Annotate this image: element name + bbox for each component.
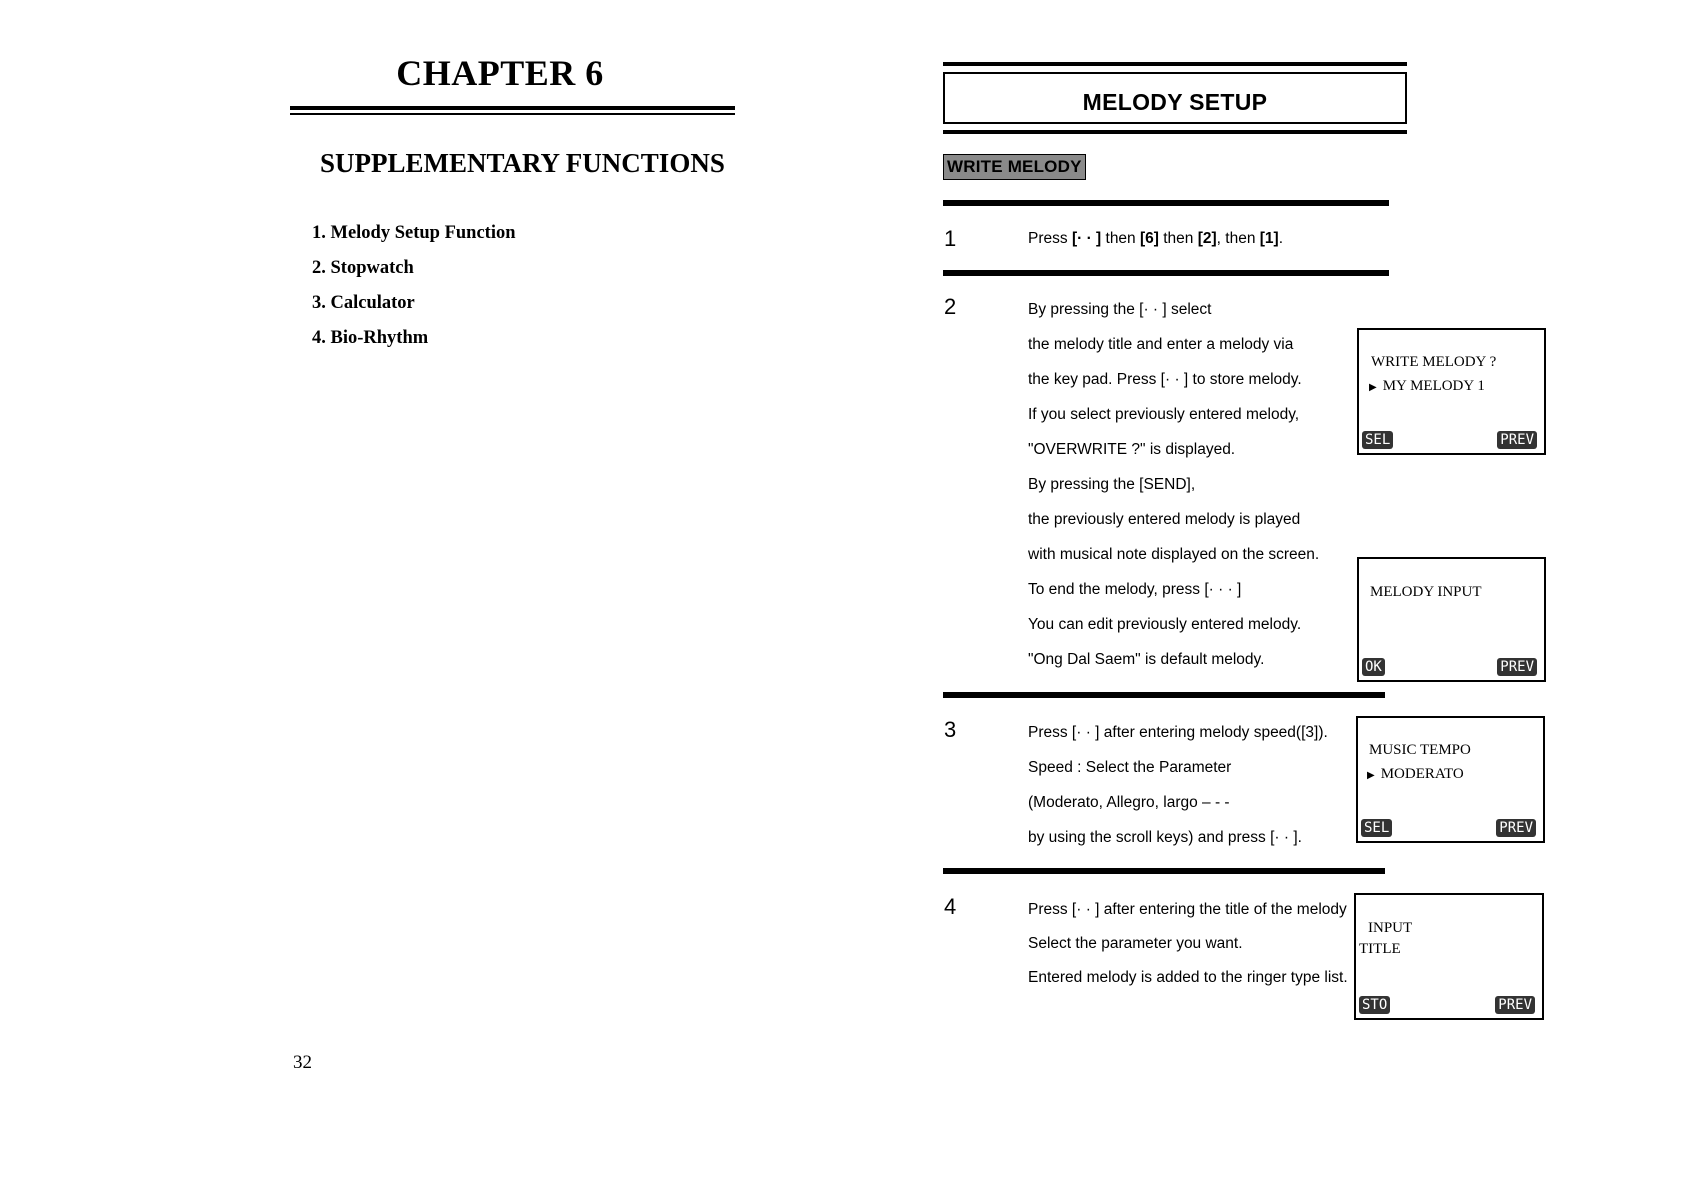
step-line: If you select previously entered melody, <box>1028 406 1300 423</box>
chapter-subtitle: SUPPLEMENTARY FUNCTIONS <box>320 148 725 178</box>
softkey-ok: OK <box>1362 658 1385 676</box>
softkey-prev: PREV <box>1497 431 1537 449</box>
softkey-sel: SEL <box>1362 431 1393 449</box>
chapter-divider <box>290 106 735 115</box>
step-line: the key pad. Press [· · ] to store melody. <box>1028 371 1302 388</box>
write-melody-tag: WRITE MELODY <box>943 154 1086 180</box>
key-label: [2] <box>1197 230 1217 247</box>
step-divider <box>943 200 1389 206</box>
phone-screen-melody-input <box>1357 557 1546 682</box>
step-line: "Ong Dal Saem" is default melody. <box>1028 651 1265 668</box>
toc-item: 3. Calculator <box>312 293 415 313</box>
step-instructions <box>1028 301 1319 686</box>
section-header-frame <box>943 72 1407 124</box>
screen-line <box>1367 766 1464 783</box>
screen-line <box>1369 378 1485 395</box>
screen-line-text: MODERATO <box>1380 766 1464 782</box>
step-instructions <box>1028 724 1328 864</box>
step-divider <box>943 692 1385 698</box>
step-line: Entered melody is added to the ringer type list. <box>1028 969 1348 986</box>
step-instructions <box>1028 901 1348 1003</box>
screen-line-text: MY MELODY 1 <box>1382 378 1485 394</box>
page-number: 32 <box>293 1052 312 1073</box>
chapter-title: CHAPTER 6 <box>396 53 604 93</box>
step-text: then <box>1158 230 1198 247</box>
step-line: By pressing the [· · ] select <box>1028 301 1212 318</box>
section-title: MELODY SETUP <box>1082 89 1268 115</box>
softkey-prev: PREV <box>1495 996 1535 1014</box>
step-line: by using the scroll keys) and press [· · ]. <box>1028 829 1302 846</box>
step-text: . <box>1278 230 1284 247</box>
softkey-sel: SEL <box>1361 819 1392 837</box>
step-line: the melody title and enter a melody via <box>1028 336 1294 353</box>
key-label: [1] <box>1259 230 1279 247</box>
step-number: 3 <box>944 717 957 742</box>
step-line: Press [· · ] after entering the title of the melody <box>1028 901 1347 918</box>
step-number: 2 <box>944 294 957 319</box>
phone-screen-write-melody <box>1357 328 1546 455</box>
step-line: "OVERWRITE ?" is displayed. <box>1028 441 1236 458</box>
softkey-sto: STO <box>1359 996 1390 1014</box>
step-text: then <box>1101 230 1140 247</box>
table-of-contents <box>312 220 516 360</box>
step-line: You can edit previously entered melody. <box>1028 616 1302 633</box>
step-line: To end the melody, press [· · · ] <box>1028 581 1242 598</box>
step-text: , then <box>1216 230 1260 247</box>
step-divider <box>943 868 1385 874</box>
step-text: Press <box>1028 230 1072 247</box>
screen-line: MUSIC TEMPO <box>1369 742 1471 758</box>
step-line <box>1028 230 1283 260</box>
section-header-box <box>943 62 1407 134</box>
step-line: the previously entered melody is played <box>1028 511 1301 528</box>
softkey-prev: PREV <box>1497 658 1537 676</box>
step-line: Speed : Select the Parameter <box>1028 759 1232 776</box>
step-instructions <box>1028 230 1283 260</box>
toc-item: 4. Bio-Rhythm <box>312 328 429 348</box>
step-line: By pressing the [SEND], <box>1028 476 1196 493</box>
screen-line: WRITE MELODY ? <box>1371 354 1497 370</box>
step-divider <box>943 270 1389 276</box>
key-label: [6] <box>1139 230 1159 247</box>
step-line: with musical note displayed on the screen. <box>1028 546 1320 563</box>
step-line: Select the parameter you want. <box>1028 935 1243 952</box>
phone-screen-music-tempo <box>1356 716 1545 843</box>
key-label: [· · ] <box>1071 230 1102 247</box>
phone-screen-input-title <box>1354 893 1544 1020</box>
step-number: 1 <box>944 226 957 251</box>
screen-line: TITLE <box>1359 941 1401 957</box>
step-line: (Moderato, Allegro, largo – - - <box>1028 794 1230 811</box>
step-line: Press [· · ] after entering melody speed([3]). <box>1028 724 1328 741</box>
step-number: 4 <box>944 894 957 919</box>
toc-item: 2. Stopwatch <box>312 258 414 278</box>
screen-line: MELODY INPUT <box>1370 584 1482 600</box>
pointer-icon: ▶ <box>1369 382 1377 393</box>
toc-item: 1. Melody Setup Function <box>312 223 516 243</box>
softkey-prev: PREV <box>1496 819 1536 837</box>
pointer-icon: ▶ <box>1367 770 1375 781</box>
screen-line: INPUT <box>1368 920 1413 936</box>
